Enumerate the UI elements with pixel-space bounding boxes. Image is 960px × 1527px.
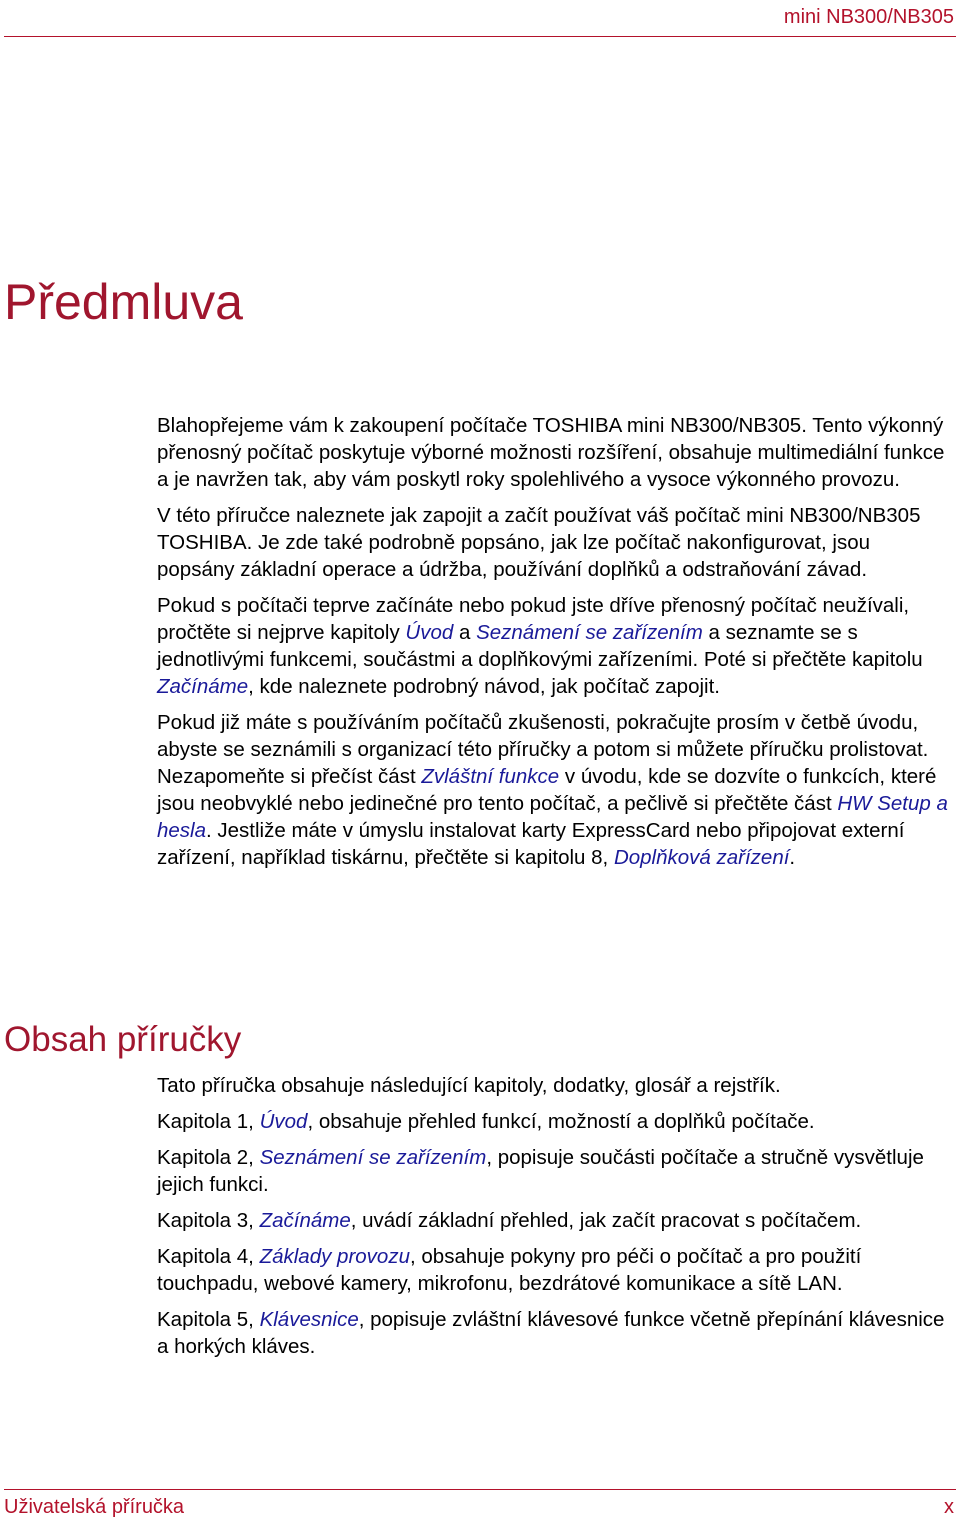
chapter-description: , popisuje zvláštní klávesové funkce včetně přepínání klávesnice a horkých kláves.: [157, 1308, 945, 1358]
intro-paragraph-3: [157, 592, 952, 700]
intro-paragraph-4: [157, 709, 952, 871]
chapter-entry-4: [157, 1243, 952, 1297]
text-run: a seznamte se s jednotlivými funkcemi, součástmi a doplňkovými zařízeními. Poté si přečtěte kapitolu: [157, 621, 923, 671]
link-chapter-2[interactable]: Seznámení se zařízením: [259, 1146, 487, 1169]
link-uvod[interactable]: Úvod: [405, 621, 454, 644]
chapter-title: Předmluva: [4, 274, 243, 330]
link-seznameni[interactable]: Seznámení se zařízením: [476, 621, 703, 644]
chapter-prefix: Kapitola 3,: [157, 1209, 260, 1232]
text-run: . Jestliže máte v úmyslu instalovat karty ExpressCard nebo připojovat externí zařízení, například tiskárnu, přečtěte si kapitolu 8,: [157, 819, 905, 869]
chapter-entry-1: [157, 1108, 952, 1135]
link-zaciname[interactable]: Začínáme: [157, 675, 249, 698]
text-run: v úvodu, kde se dozvíte o funkcích, které jsou neobvyklé nebo jedinečné pro tento počítač, a pečlivě si přečtěte část: [157, 765, 937, 815]
intro-paragraph-2: V této příručce naleznete jak zapojit a začít používat váš počítač mini NB300/NB305 TOSHIBA. Je zde také podrobně popsáno, jak lze počítač nakonfigurovat, jsou popsány základní operace a údržba, používání doplňků a odstraňování závad.: [157, 504, 921, 581]
chapter-description: , uvádí základní přehled, jak začít pracovat s počítačem.: [350, 1209, 862, 1232]
header-rule: [4, 36, 956, 37]
chapter-entry-2: [157, 1144, 952, 1198]
link-chapter-5[interactable]: Klávesnice: [259, 1308, 359, 1331]
section-title-contents: Obsah příručky: [4, 1020, 242, 1059]
chapter-description: , obsahuje přehled funkcí, možností a doplňků počítače.: [307, 1110, 815, 1133]
link-hw-setup[interactable]: HW Setup a hesla: [157, 792, 948, 842]
chapter-description: , popisuje součásti počítače a stručně vysvětluje jejich funkci.: [157, 1146, 924, 1196]
link-zvlastni-funkce[interactable]: Zvláštní funkce: [421, 765, 560, 788]
contents-body: [157, 1072, 952, 1369]
text-run: .: [789, 846, 796, 869]
contents-lead: Tato příručka obsahuje následující kapitoly, dodatky, glosář a rejstřík.: [157, 1074, 781, 1097]
chapter-prefix: Kapitola 5,: [157, 1308, 260, 1331]
footer-title: Uživatelská příručka: [4, 1496, 185, 1518]
link-chapter-3[interactable]: Začínáme: [259, 1209, 351, 1232]
intro-paragraph-1: Blahopřejeme vám k zakoupení počítače TOSHIBA mini NB300/NB305. Tento výkonný přenosný počítač poskytuje výborné možnosti rozšíření, obsahuje multimediální funkce a je navržen tak, aby vám poskytl roky spolehlivého a vysoce výkonného provozu.: [157, 414, 945, 491]
running-header: mini NB300/NB305: [783, 6, 954, 28]
chapter-entry-3: [157, 1207, 952, 1234]
chapter-entry-5: [157, 1306, 952, 1360]
link-chapter-1[interactable]: Úvod: [259, 1110, 308, 1133]
chapter-prefix: Kapitola 1,: [157, 1110, 260, 1133]
chapter-description: , obsahuje pokyny pro péči o počítač a pro použití touchpadu, webové kamery, mikrofonu, bezdrátové komunikace a sítě LAN.: [157, 1245, 862, 1295]
footer-rule: [4, 1489, 956, 1490]
text-run: , kde naleznete podrobný návod, jak počítač zapojit.: [248, 675, 720, 698]
text-run: Pokud již máte s používáním počítačů zkušenosti, pokračujte prosím v četbě úvodu, abyste se seznámili s organizací této příručky a potom si můžete příručku prolistovat. Nezapomeňte si přečíst část: [157, 711, 929, 788]
chapter-prefix: Kapitola 2,: [157, 1146, 260, 1169]
chapter-prefix: Kapitola 4,: [157, 1245, 260, 1268]
text-run: a: [453, 621, 477, 644]
link-doplnkova-zarizeni[interactable]: Doplňková zařízení: [613, 846, 790, 869]
text-run: Pokud s počítači teprve začínáte nebo pokud jste dříve přenosný počítač neužívali, pročtěte si nejprve kapitoly: [157, 594, 910, 644]
link-chapter-4[interactable]: Základy provozu: [259, 1245, 410, 1268]
preface-body: [157, 412, 952, 880]
page-number: x: [944, 1496, 954, 1518]
